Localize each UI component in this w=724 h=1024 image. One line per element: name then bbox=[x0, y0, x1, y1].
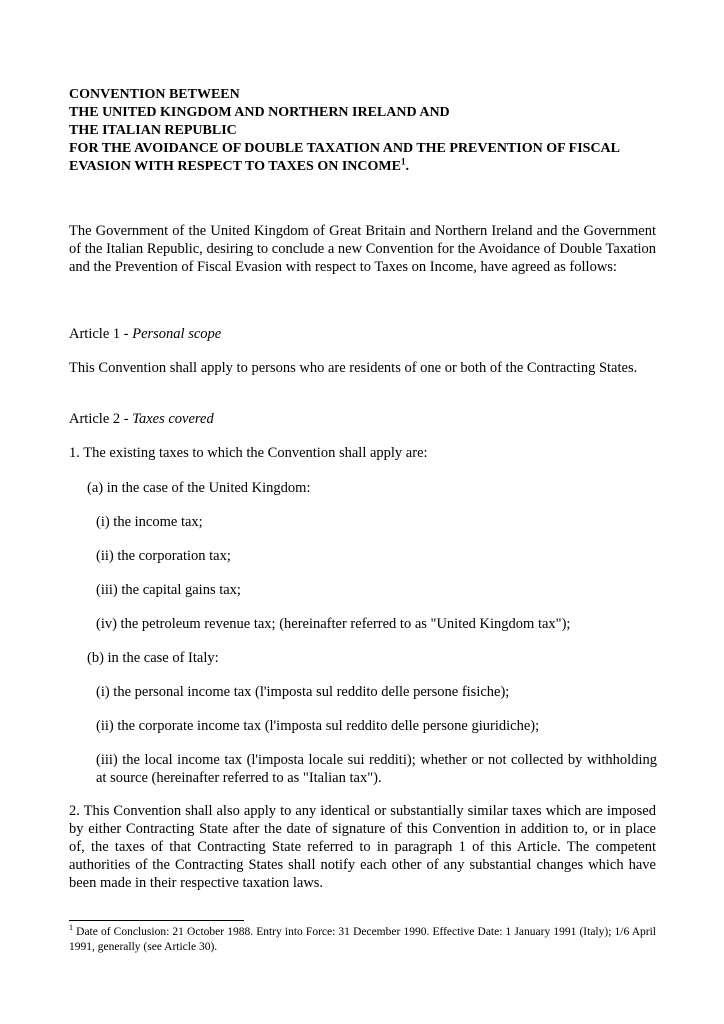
document-heading bbox=[69, 86, 669, 176]
heading-line: THE ITALIAN REPUBLIC bbox=[69, 123, 237, 138]
heading-line: CONVENTION BETWEEN bbox=[69, 87, 240, 102]
article-2-para-1: 1. The existing taxes to which the Convention shall apply are: bbox=[69, 445, 428, 461]
article-name: Taxes covered bbox=[132, 411, 214, 427]
article-name: Personal scope bbox=[132, 326, 222, 342]
heading-line: FOR THE AVOIDANCE OF DOUBLE TAXATION AND THE PREVENTION OF FISCAL bbox=[69, 141, 620, 156]
footnote-reference: 1 bbox=[400, 156, 406, 167]
footnote-text: Date of Conclusion: 21 October 1988. Entry into Force: 31 December 1990. Effective Date: 1 January 1991 (Italy); 1/6 April 1991, generally (see Article 30). bbox=[69, 926, 656, 953]
heading-period: . bbox=[405, 159, 409, 174]
list-item: (ii) the corporation tax; bbox=[96, 548, 231, 564]
preamble-paragraph: The Government of the United Kingdom of Great Britain and Northern Ireland and the Government of the Italian Republic, desiring to conclude a new Convention for the Avoidance of Double Taxation and the Prevention of Fiscal Evasion with respect to Taxes on Income, have agreed as follows: bbox=[69, 223, 656, 275]
list-item: (ii) the corporate income tax (l'imposta sul reddito delle persone giuridiche); bbox=[96, 718, 540, 734]
italy-taxes-intro: (b) in the case of Italy: bbox=[87, 650, 219, 666]
footnote-divider bbox=[69, 920, 244, 921]
footnote-mark: 1 bbox=[69, 923, 73, 933]
heading-line: THE UNITED KINGDOM AND NORTHERN IRELAND AND bbox=[69, 105, 450, 120]
list-item: (i) the income tax; bbox=[96, 514, 203, 530]
list-item: (i) the personal income tax (l'imposta sul reddito delle persone fisiche); bbox=[96, 684, 510, 700]
heading-text: EVASION WITH RESPECT TO TAXES ON INCOME bbox=[69, 159, 401, 174]
list-item: (iv) the petroleum revenue tax; (hereinafter referred to as "United Kingdom tax"); bbox=[96, 616, 571, 632]
article-number: Article 1 - bbox=[69, 326, 133, 342]
article-2-para-2: 2. This Convention shall also apply to any identical or substantially similar taxes which are imposed by either Contracting State after the date of signature of this Convention in addition to, or in place of, the taxes of that Contracting State referred to in paragraph 1 of this Article. The competent authorities of the Contracting States shall notify each other of any substantial changes which have been made in their respective taxation laws. bbox=[69, 803, 656, 891]
list-item: (iii) the local income tax (l'imposta locale sui redditi); whether or not collected by withholding at source (hereinafter referred to as "Italian tax"). bbox=[96, 752, 657, 786]
article-1-text: This Convention shall apply to persons who are residents of one or both of the Contracting States. bbox=[69, 360, 638, 376]
article-1-title bbox=[69, 325, 656, 343]
footnote bbox=[69, 925, 656, 955]
article-number: Article 2 - bbox=[69, 411, 133, 427]
article-2-title bbox=[69, 410, 656, 428]
heading-line bbox=[69, 158, 669, 176]
uk-taxes-intro: (a) in the case of the United Kingdom: bbox=[87, 480, 311, 496]
list-item: (iii) the capital gains tax; bbox=[96, 582, 241, 598]
